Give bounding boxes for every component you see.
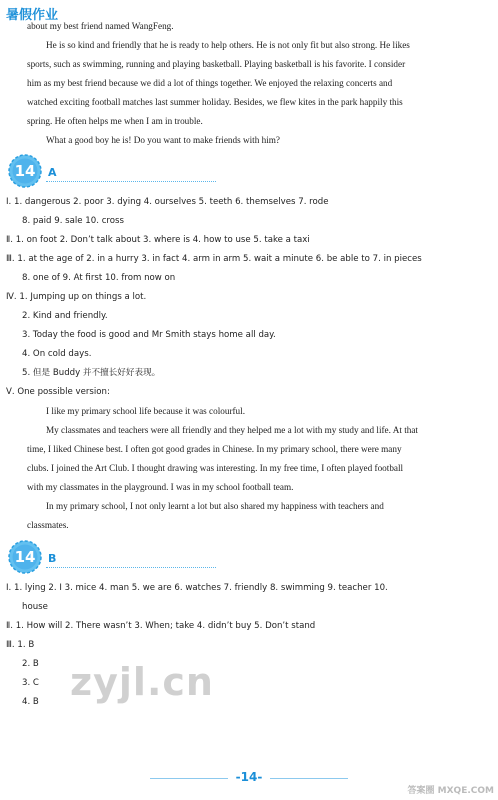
section-letter-a: A — [48, 166, 57, 179]
answer-line: 8. paid 9. sale 10. cross — [22, 216, 124, 226]
answer-line: 2. B — [22, 659, 39, 669]
answer-line: Ⅱ. 1. on foot 2. Don’t talk about 3. where is 4. how to use 5. take a taxi — [6, 235, 310, 245]
section-badge-a — [8, 154, 42, 188]
answer-line: 3. C — [22, 678, 39, 688]
answer-line: Ⅲ. 1. at the age of 2. in a hurry 3. in fact 4. arm in arm 5. wait a minute 6. be able to 7. in pieces — [6, 254, 422, 264]
essay-line: clubs. I joined the Art Club. I thought drawing was interesting. In my free time, I often played football — [27, 463, 404, 473]
watermark: zyjl.cn — [70, 660, 214, 704]
intro-line: him as my best friend because we did a lot of things together. We enjoyed the relaxing concerts and — [27, 78, 393, 88]
essay-line: In my primary school, I not only learnt a lot but also shared my happiness with teachers and — [46, 501, 384, 511]
section-divider — [46, 567, 216, 568]
section-divider — [46, 181, 216, 182]
section-badge-b — [8, 540, 42, 574]
corner-watermark: 答案圈 MXQE.COM — [407, 786, 494, 796]
answer-line: 4. B — [22, 697, 39, 707]
answer-line: Ⅰ. 1. lying 2. I 3. mice 4. man 5. we are 6. watches 7. friendly 8. swimming 9. teacher 10. — [6, 583, 388, 593]
answer-line: 8. one of 9. At first 10. from now on — [22, 273, 176, 283]
answer-line: 4. On cold days. — [22, 349, 92, 359]
answer-line: Ⅲ. 1. B — [6, 640, 35, 650]
answer-line: Ⅴ. One possible version: — [6, 387, 110, 397]
intro-line: spring. He often helps me when I am in trouble. — [27, 116, 203, 126]
section-letter-b: B — [48, 552, 57, 565]
page-number: -14- — [235, 770, 263, 784]
intro-line: watched exciting football matches last summer holiday. Besides, we flew kites in the park happily this — [27, 97, 403, 107]
essay-line: My classmates and teachers were all friendly and they helped me a lot with my study and life. At that — [46, 425, 418, 435]
essay-line: with my classmates in the playground. I was in my school football team. — [27, 482, 294, 492]
intro-line: about my best friend named WangFeng. — [27, 21, 174, 31]
answer-line: Ⅳ. 1. Jumping up on things a lot. — [6, 292, 147, 302]
answer-line: Ⅰ. 1. dangerous 2. poor 3. dying 4. ourselves 5. teeth 6. themselves 7. rode — [6, 197, 329, 207]
section-badge-number: 14 — [14, 162, 36, 180]
intro-line: He is so kind and friendly that he is ready to help others. He is not only fit but also strong. He likes — [46, 40, 410, 50]
answer-line: Ⅱ. 1. How will 2. There wasn’t 3. When; take 4. didn’t buy 5. Don’t stand — [6, 621, 316, 631]
section-badge-number: 14 — [14, 548, 36, 566]
essay-line: I like my primary school life because it was colourful. — [46, 406, 246, 416]
footer-rule-right — [270, 778, 348, 779]
intro-line: sports, such as swimming, running and playing basketball. Playing basketball is his favorite. I consider — [27, 59, 406, 69]
essay-line: time, I liked Chinese best. I often got good grades in Chinese. In my primary school, there were many — [27, 444, 402, 454]
header-title: 暑假作业 — [6, 8, 59, 23]
answer-line: 3. Today the food is good and Mr Smith stays home all day. — [22, 330, 276, 340]
answer-line: 5. 但是 Buddy 并不擅长好好表现。 — [22, 368, 161, 378]
footer-rule-left — [150, 778, 228, 779]
answer-line: 2. Kind and friendly. — [22, 311, 108, 321]
answer-line: house — [22, 602, 48, 612]
intro-line: What a good boy he is! Do you want to make friends with him? — [46, 135, 280, 145]
essay-line: classmates. — [27, 520, 69, 530]
